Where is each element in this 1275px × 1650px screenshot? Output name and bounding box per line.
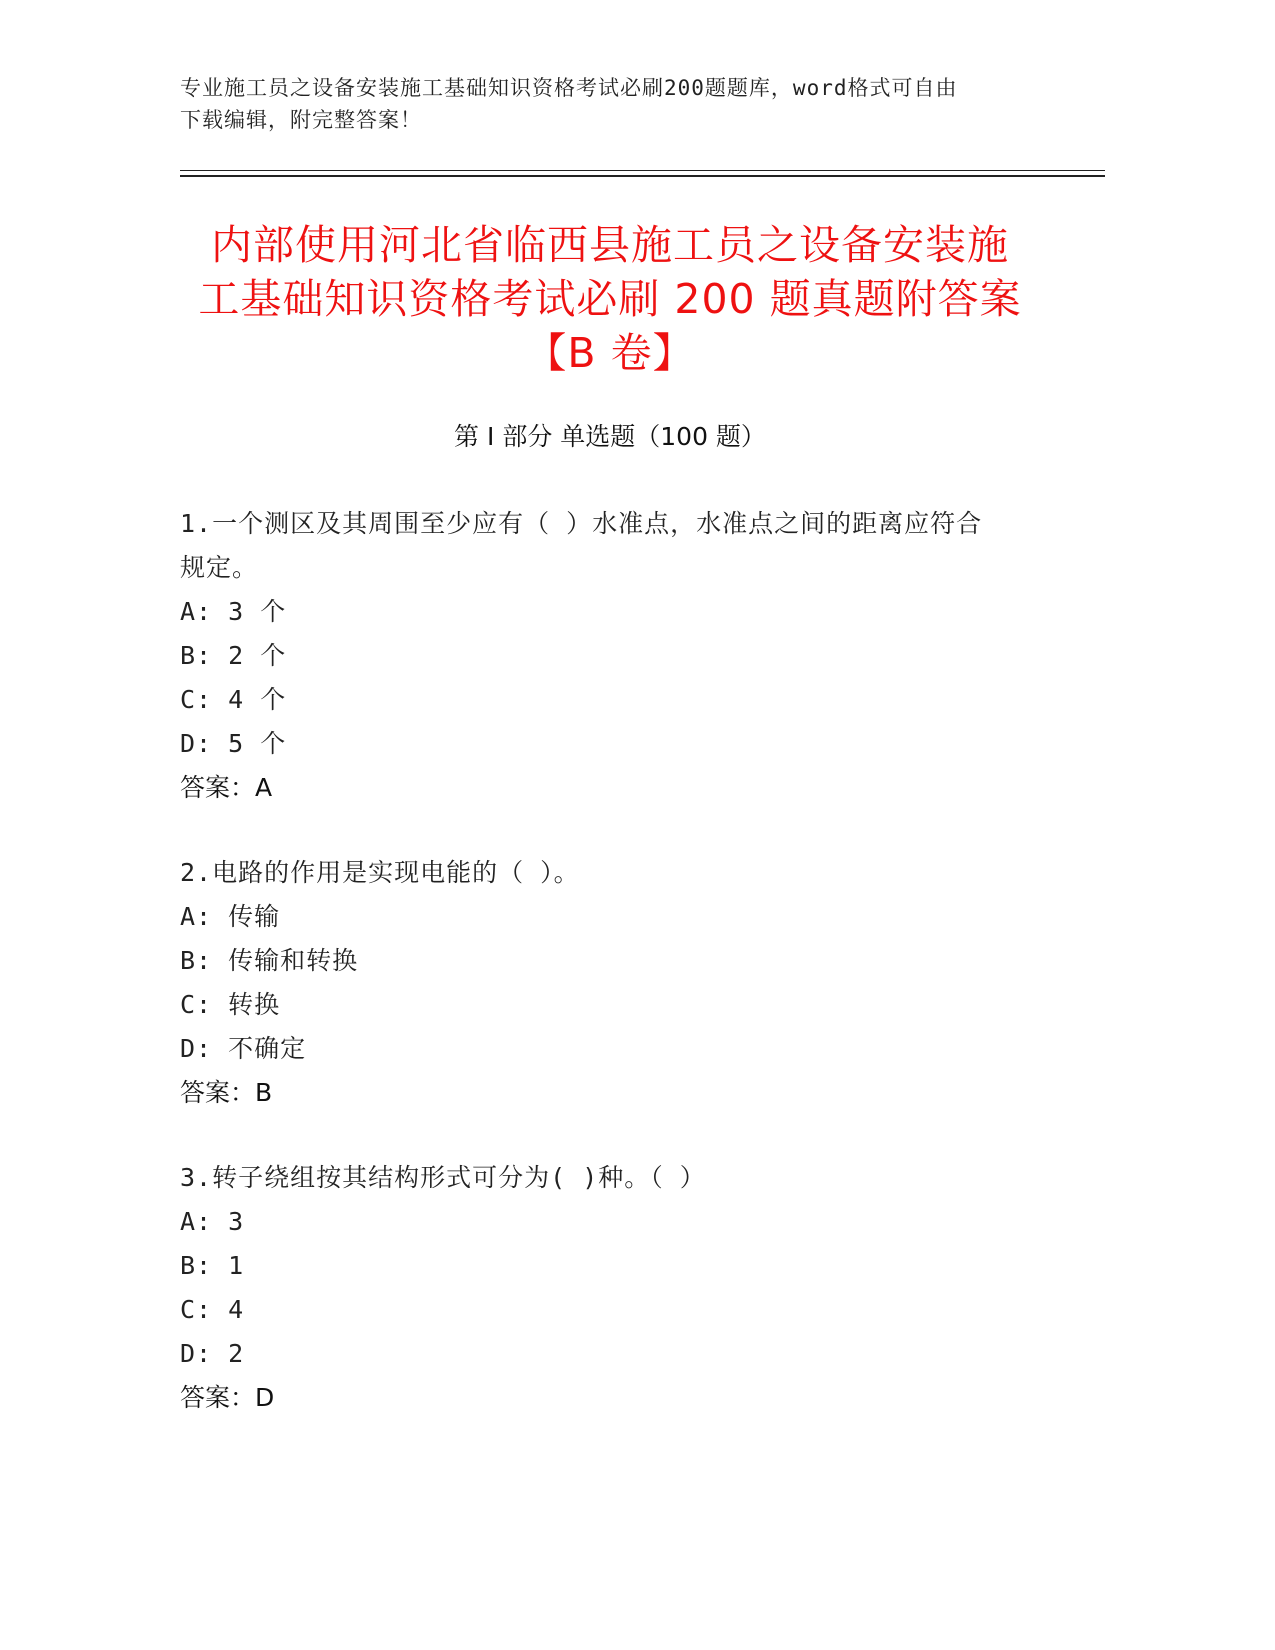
answer-line: 答案：A (180, 773, 273, 802)
answer-line: 答案：D (180, 1383, 275, 1412)
question-stem: 3.转子绕组按其结构形式可分为( )种。（ ） (180, 1163, 706, 1192)
intro-line: 专业施工员之设备安装施工基础知识资格考试必刷200题题库，word格式可自由 (180, 76, 958, 100)
question-item (180, 502, 1060, 810)
option-c: C: 4 个 (180, 685, 287, 714)
question-item (180, 1156, 1060, 1420)
option-d: D: 不确定 (180, 1034, 307, 1063)
question-stem: 1.一个测区及其周围至少应有（ ）水准点，水准点之间的距离应符合 (180, 509, 983, 538)
answer-line: 答案：B (180, 1078, 273, 1107)
option-b: B: 传输和转换 (180, 946, 359, 975)
question-item (180, 851, 1060, 1115)
intro-note (180, 72, 1040, 136)
option-a: A: 3 (180, 1207, 245, 1236)
document-title (180, 218, 1040, 380)
header-divider-thin (180, 170, 1105, 171)
option-a: A: 传输 (180, 902, 281, 931)
option-b: B: 1 (180, 1251, 245, 1280)
title-line: 工基础知识资格考试必刷 200 题真题附答案 (198, 275, 1022, 323)
option-a: A: 3 个 (180, 597, 287, 626)
option-b: B: 2 个 (180, 641, 287, 670)
title-line: 【B 卷】 (525, 329, 695, 377)
intro-line: 下载编辑，附完整答案！ (180, 108, 422, 132)
option-d: D: 5 个 (180, 729, 287, 758)
question-stem: 2.电路的作用是实现电能的（ ）。 (180, 858, 580, 887)
question-stem: 规定。 (180, 553, 259, 582)
header-divider-thick (180, 175, 1105, 177)
option-c: C: 4 (180, 1295, 245, 1324)
title-line: 内部使用河北省临西县施工员之设备安装施 (211, 221, 1009, 269)
option-c: C: 转换 (180, 990, 281, 1019)
section-heading: 第 I 部分 单选题（100 题） (454, 422, 766, 451)
option-d: D: 2 (180, 1339, 245, 1368)
